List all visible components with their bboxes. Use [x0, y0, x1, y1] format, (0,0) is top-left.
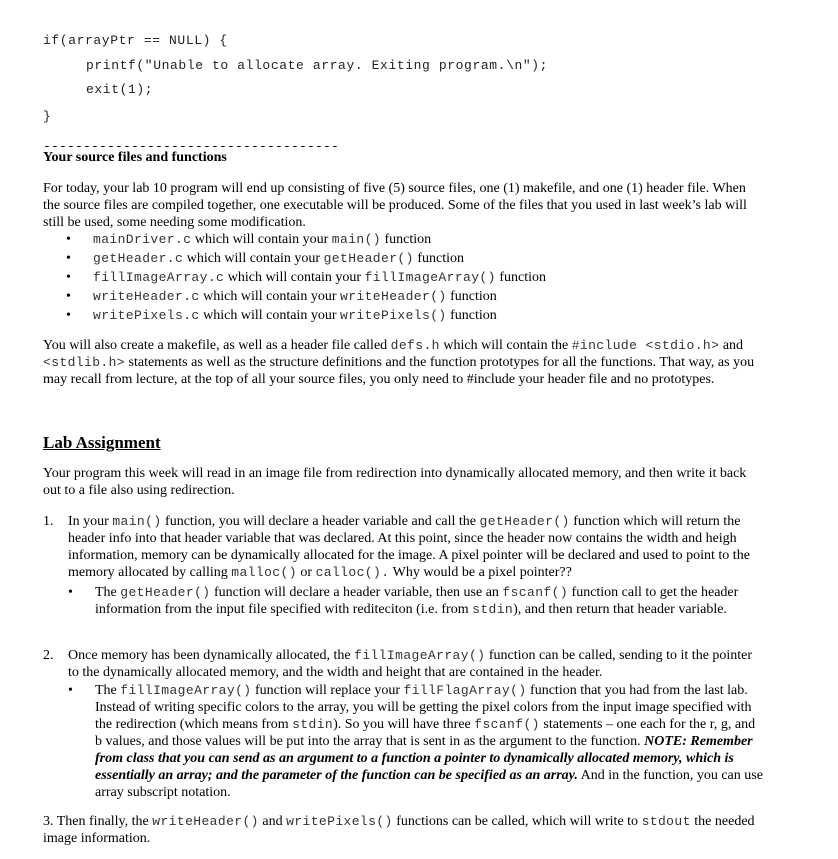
step-number: 1.: [43, 514, 54, 529]
code-line-close: }: [43, 109, 52, 124]
lab-step-1: [43, 513, 763, 618]
note-text: NOTE: Remember from class that you can send as an argument to a function a pointer to dynamically allocated memory, which is essentially an array; and the parameter of the function can be specified as an array.: [95, 734, 753, 783]
source-intro-paragraph: For today, your lab 10 program will end up consisting of five (5) source files, one (1) makefile, and one (1) header file. When the source files are compiled together, one executable will be produced. Some of the files that you used in last week’s lab will still be used, some needing some modification.: [43, 181, 747, 230]
list-item: • mainDriver.c which will contain your main() function: [66, 230, 546, 249]
lab-step-2: [43, 647, 763, 801]
step-number: 2.: [43, 648, 54, 663]
step-2-text: Once memory has been dynamically allocated, the fillImageArray() function can be called, sending to it the pointer to the dynamically allocated memory, and the width and height that are contained in the header.: [68, 648, 753, 680]
step-3-text: 3. Then finally, the writeHeader() and writePixels() functions can be called, which will write to stdout the needed image information.: [43, 814, 755, 846]
lab-assignment-heading: Lab Assignment: [43, 433, 161, 452]
list-item: • fillImageArray.c which will contain your fillImageArray() function: [66, 268, 546, 287]
source-file-list: [66, 230, 546, 325]
section-heading-source-files: Your source files and functions: [43, 150, 227, 165]
step-1-sub-bullet: • The getHeader() function will declare a header variable, then use an fscanf() function call to get the header information from the input file specified with rediteciton (i.e. from stdin), and then return that header variable.: [68, 584, 763, 618]
step-2-sub-bullet: • The fillImageArray() function will replace your fillFlagArray() function that you had from the last lab. Instead of writing specific colors to the array, you will be getting the pixel colors from the input image specified with the redirection (which means from stdin). So you will have three fscanf() statements – one each for the r, g, and b values, and those values will be put into the array that is sent in as the argument to the function. NOTE: Remember from class that you can send as an argument to a function a pointer to dynamically allocated memory, which is essentially an array; and the parameter of the function can be specified as an array. And in the function, you can use array subscript notation.: [68, 682, 763, 801]
list-item: • writeHeader.c which will contain your writeHeader() function: [66, 287, 546, 306]
code-line-if: if(arrayPtr == NULL) {: [43, 33, 228, 48]
code-line-printf: printf("Unable to allocate array. Exiting program.\n");: [86, 58, 549, 73]
code-line-exit: exit(1);: [86, 82, 154, 97]
lab-intro-paragraph: Your program this week will read in an image file from redirection into dynamically allocated memory, and then write it back out to a file also using redirection.: [43, 466, 747, 498]
list-item: • getHeader.c which will contain your getHeader() function: [66, 249, 546, 268]
step-1-text: In your main() function, you will declare a header variable and call the getHeader() function which will return the header info into that header variable that was declared. At this point, since the header now contains the width and heigh information, memory can be dynamically allocated for the image. A pixel pointer will be declared and used to point to the memory allocated by calling malloc() or calloc(). Why would be a pixel pointer??: [68, 514, 750, 580]
lab-step-3: [43, 813, 763, 847]
makefile-paragraph: You will also create a makefile, as well as a header file called defs.h which will contain the #include <stdio.h> and <stdlib.h> statements as well as the structure definitions and the function prototypes for all the functions. That way, as you may recall from lecture, at the top of all your source files, you only need to #include your header file and no prototypes.: [43, 338, 755, 387]
list-item: • writePixels.c which will contain your writePixels() function: [66, 306, 546, 325]
separator-line: -------------------------------------: [43, 139, 340, 154]
